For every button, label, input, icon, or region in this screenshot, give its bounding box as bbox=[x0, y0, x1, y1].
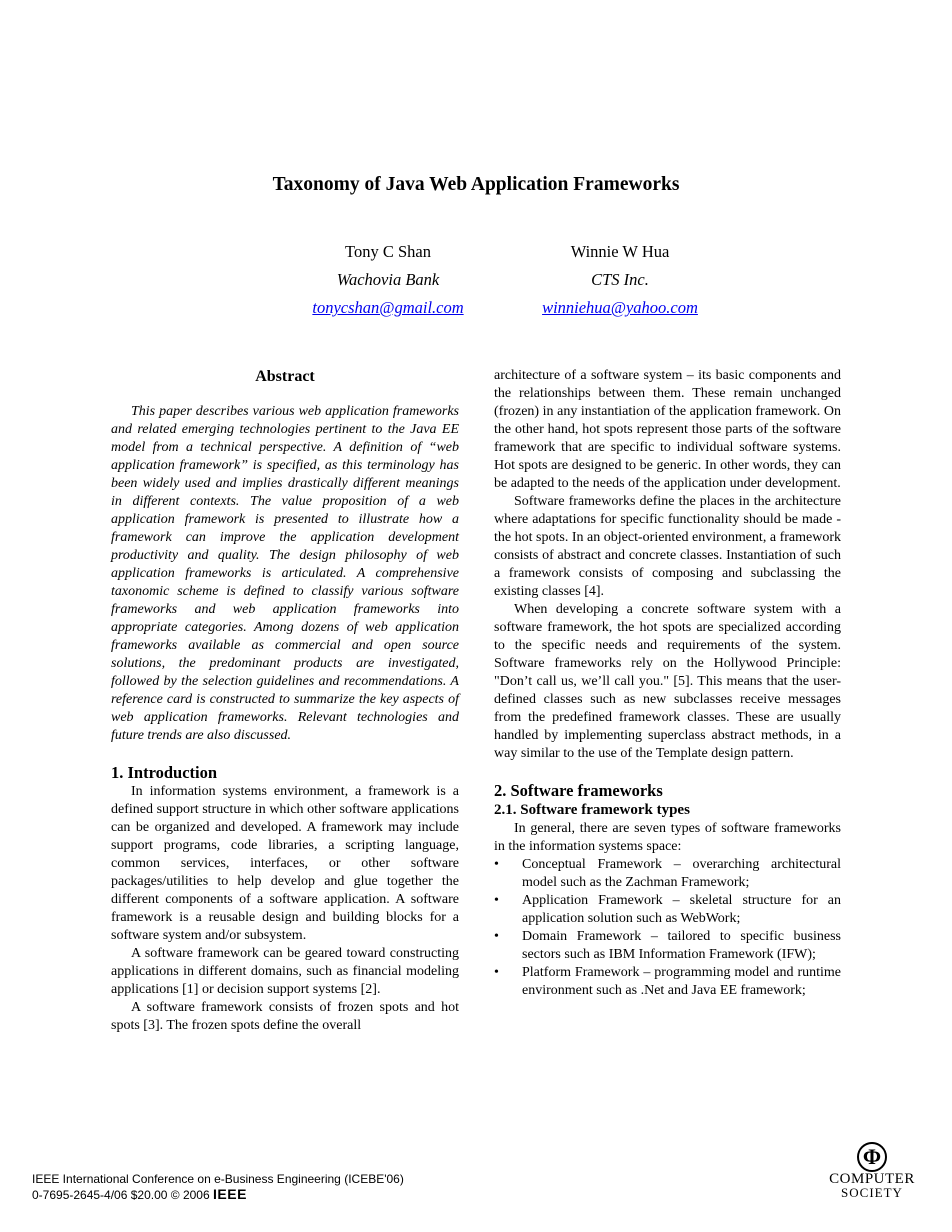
conference-line: IEEE International Conference on e-Business Engineering (ICEBE'06) bbox=[32, 1172, 404, 1186]
list-item: • Conceptual Framework – overarching architectural model such as the Zachman Framework; bbox=[494, 857, 841, 890]
author-email-link[interactable]: winniehua@yahoo.com bbox=[542, 298, 698, 317]
computer-society-logo bbox=[822, 1142, 922, 1202]
paper-title: Taxonomy of Java Web Application Frameworks bbox=[272, 174, 680, 195]
bullet-icon: • bbox=[494, 929, 499, 944]
framework-types-list bbox=[494, 856, 841, 1000]
abstract-heading: Abstract bbox=[255, 368, 315, 385]
list-item: • Application Framework – skeletal structure for an application solution such as WebWork; bbox=[494, 893, 841, 926]
bullet-icon: • bbox=[494, 857, 499, 872]
left-column bbox=[111, 368, 459, 1035]
section-heading-software-frameworks: 2. Software frameworks bbox=[494, 781, 663, 800]
intro-paragraph: A software framework consists of frozen spots and hot spots [3]. The frozen spots define the overall bbox=[111, 1000, 459, 1033]
list-item: • Domain Framework – tailored to specific business sectors such as IBM Information Framework (IFW); bbox=[494, 929, 841, 962]
body-paragraph: When developing a concrete software system with a software framework, the hot spots are specialized according to the specific needs and requirements of the system. Software frameworks rely on the Hollywood Principle: "Don’t call us, we’ll call you." [5]. This means that the user-defined classes such as new subclasses receive messages from the predefined framework classes. These are usually handled by implementing superclass abstract methods, in a way similar to the use of the Template design pattern. bbox=[494, 602, 841, 761]
author-affiliation: Wachovia Bank bbox=[336, 270, 440, 289]
section-heading-introduction: 1. Introduction bbox=[111, 763, 218, 782]
author-email-link[interactable]: tonycshan@gmail.com bbox=[312, 298, 464, 317]
bullet-icon: • bbox=[494, 893, 499, 908]
author-affiliation: CTS Inc. bbox=[591, 270, 649, 289]
intro-paragraph: In information systems environment, a framework is a defined support structure in which other software applications can be organized and developed. A framework may include support programs, code libraries, a scripting language, common services, interfaces, or other software packages/utilities to help develop and glue together the different components of a software application. A software framework is a reusable design and building blocks for a software system and/or subsystem. bbox=[111, 784, 459, 943]
ieee-logo-text: IEEE bbox=[213, 1186, 247, 1202]
body-paragraph: Software frameworks define the places in the architecture where adaptations for specific functionality should be made - the hot spots. In an object-oriented environment, a framework consists of abstract and concrete classes. Instantiation of such a framework consists of composing and subclassing the existing classes [4]. bbox=[494, 494, 841, 599]
intro-paragraph: A software framework can be geared toward constructing applications in different domains, such as financial modeling applications [1] or decision support systems [2]. bbox=[111, 946, 459, 997]
logo-line-1: COMPUTER bbox=[829, 1171, 915, 1187]
logo-line-2: SOCIETY bbox=[841, 1185, 903, 1200]
author-name: Tony C Shan bbox=[345, 242, 431, 261]
abstract-text: This paper describes various web application frameworks and related emerging technologies pertinent to the Java EE model from a technical perspective. A definition of “web application framework” is specified, as this terminology has been widely used and implies drastically different meanings in different contexts. The value proposition of a web application framework is presented to illustrate how a framework can improve the application development productivity and quality. The design philosophy of web application frameworks is articulated. A comprehensive taxonomic scheme is defined to classify various software frameworks and web application frameworks into appropriate categories. Among dozens of web application frameworks available as commercial and open source solutions, the predominant products are investigated, followed by the selection guidelines and recommendations. A reference card is constructed to summarize the key aspects of web application frameworks. Relevant technologies and future trends are also discussed. bbox=[111, 404, 459, 743]
isbn-line: 0-7695-2645-4/06 $20.00 © 2006 IEEE bbox=[32, 1186, 247, 1202]
author-name: Winnie W Hua bbox=[570, 242, 670, 261]
continued-paragraph: architecture of a software system – its basic components and the relationships between them. These remain unchanged (frozen) in any instantiation of the application framework. On the other hand, hot spots represent those parts of the software framework that are specific to individual software systems. Hot spots are designed to be generic. In other words, they can be adapted to the needs of the application under development. bbox=[494, 368, 841, 491]
phi-icon: Φ bbox=[857, 1142, 887, 1172]
subsection-heading-framework-types: 2.1. Software framework types bbox=[494, 802, 690, 818]
author-2 bbox=[520, 238, 720, 322]
right-column bbox=[494, 367, 841, 1000]
bullet-icon: • bbox=[494, 965, 499, 980]
author-1 bbox=[288, 238, 488, 322]
list-item: • Platform Framework – programming model and runtime environment such as .Net and Java EE framework; bbox=[494, 965, 841, 998]
page-footer bbox=[32, 1172, 404, 1203]
section-intro-paragraph: In general, there are seven types of software frameworks in the information systems space: bbox=[494, 821, 841, 854]
